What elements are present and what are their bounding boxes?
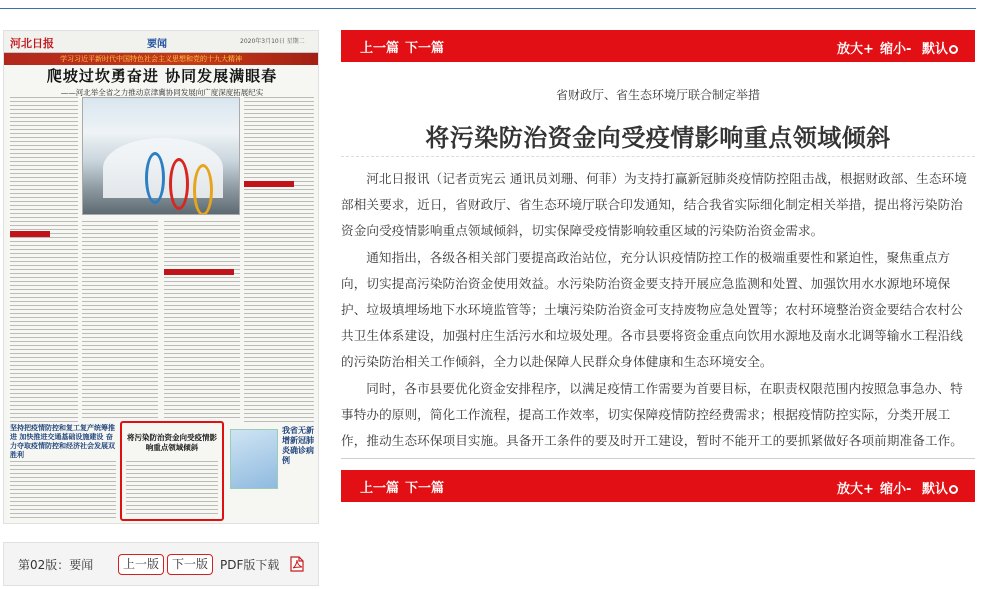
article-paragraph: 通知指出，各级各相关部门要提高政治站位，充分认识疫情防控工作的极端重要性和紧迫性，聚焦重点方向，切实提高污染防治资金使用效益。水污染防治资金要支持开展应急监测和处置、加强饮用水水源地环境保护、垃圾填埋场地下水环境监管等；土壤污染防治资金可支持废物应急处置等；农村环境整治资金要结合农村公共卫生体系建设，加强村庄生活污水和垃圾处理。各市县要将资金重点向饮用水源地及南水北调等输水工程沿线的污染防治相关工作倾斜，全力以赴保障人民群众身体健康和生态环境安全。 — [341, 250, 963, 369]
newspaper-date: 2020年3月10日 星期二 — [240, 38, 305, 45]
newspaper-page-image[interactable] — [3, 30, 319, 524]
newspaper-bottom-headline[interactable]: 坚持把疫情防控和复工复产统筹推进 加快推进交通基础设施建设 奋力夺取疫情防控和经济社会发展双胜利 — [10, 423, 115, 459]
zoom-default-label: 默认 — [922, 42, 949, 57]
newspaper-map-graphic[interactable] — [230, 429, 278, 489]
zoom-in-button[interactable]: 放大+ — [837, 482, 874, 497]
article-toolbar-top — [341, 30, 975, 62]
newspaper-text-column[interactable] — [10, 97, 78, 423]
newspaper-red-tag — [10, 231, 50, 237]
edition-label: 第02版：要闻 — [18, 558, 94, 572]
prev-article-link[interactable]: 上一篇 — [360, 481, 400, 496]
pdf-download-link[interactable]: PDF版下载 — [220, 558, 280, 572]
article-title: 将污染防治资金向受疫情影响重点领域倾斜 — [425, 124, 891, 152]
newspaper-red-tag — [164, 269, 234, 275]
current-article-highlight[interactable] — [120, 421, 224, 521]
next-article-link[interactable]: 下一篇 — [405, 41, 445, 56]
highlight-article-text — [126, 461, 218, 517]
newspaper-panel — [3, 30, 319, 586]
pdf-icon[interactable] — [290, 556, 304, 572]
newspaper-subhead: ——河北举全省之力推动京津冀协同发展向广度深度拓展纪实 — [60, 88, 264, 97]
zoom-out-button[interactable]: 缩小- — [880, 482, 912, 497]
prev-page-button[interactable]: 上一版 — [118, 554, 164, 575]
zoom-default-button[interactable] — [922, 38, 958, 57]
newspaper-banner: 学习习近平新时代中国特色社会主义思想和党的十九大精神 — [4, 53, 319, 65]
next-page-button[interactable]: 下一版 — [167, 554, 213, 575]
newspaper-text-column[interactable] — [164, 221, 240, 421]
next-article-link[interactable]: 下一篇 — [405, 481, 445, 496]
article-paragraph: 同时，各市县要优化资金安排程序，以满足疫情工作需要为首要目标，在职责权限范围内按照急事急办、特事特办的原则，简化工作流程，提高工作效率，切实保障疫情防控经费需求；根据疫情防控实际，分类开展工作，推动生态环保项目实施。具备开工条件的要及时开工建设，暂时不能开工的要抓紧做好各项前期准备工作。 — [341, 381, 963, 448]
article-paragraph: 河北日报讯（记者贡宪云 通讯员刘珊、何菲）为支持打赢新冠肺炎疫情防控阻击战，根据财政部、生态环境部相关要求，近日，省财政厅、省生态环境厅联合印发通知，结合我省实际细化制定相关举措，提出将污染防治资金向受疫情影响重点领域倾斜，切实保障受疫情影响较重区域的污染防治资金需求。 — [341, 171, 967, 238]
newspaper-photo[interactable] — [82, 97, 240, 215]
article-body — [341, 166, 975, 455]
prev-article-link[interactable]: 上一篇 — [360, 41, 400, 56]
photo-ring — [169, 158, 189, 210]
newspaper-text-column[interactable] — [244, 97, 314, 423]
newspaper-text-column[interactable] — [82, 221, 158, 421]
newspaper-red-tag — [244, 181, 294, 187]
zoom-in-button[interactable]: 放大+ — [837, 42, 874, 57]
zoom-out-button[interactable]: 缩小- — [880, 42, 912, 57]
zoom-default-label: 默认 — [922, 482, 949, 497]
page-pager — [3, 542, 319, 586]
article-pre-title: 省财政厅、省生态环境厅联合制定举措 — [555, 88, 760, 102]
circle-icon — [949, 485, 958, 494]
newspaper-headline[interactable]: 爬坡过坎勇奋进 协同发展满眼春 — [46, 67, 278, 85]
zoom-default-button[interactable] — [922, 478, 958, 497]
article-end-rule — [341, 458, 975, 459]
newspaper-section: 要闻 — [147, 39, 167, 50]
newspaper-logo: 河北日报 — [10, 37, 54, 50]
title-divider — [341, 156, 975, 157]
newspaper-masthead — [4, 31, 319, 53]
circle-icon — [949, 45, 958, 54]
highlight-article-title: 将污染防治资金向受疫情影响重点领域倾斜 — [127, 433, 217, 452]
top-rule — [0, 8, 976, 9]
newspaper-text-column[interactable] — [10, 461, 116, 521]
photo-ring — [145, 152, 165, 204]
newspaper-side-headline[interactable]: 我省无新增新冠肺炎确诊病例 — [282, 425, 314, 465]
article-toolbar-bottom — [341, 470, 975, 502]
photo-ring — [193, 164, 213, 215]
